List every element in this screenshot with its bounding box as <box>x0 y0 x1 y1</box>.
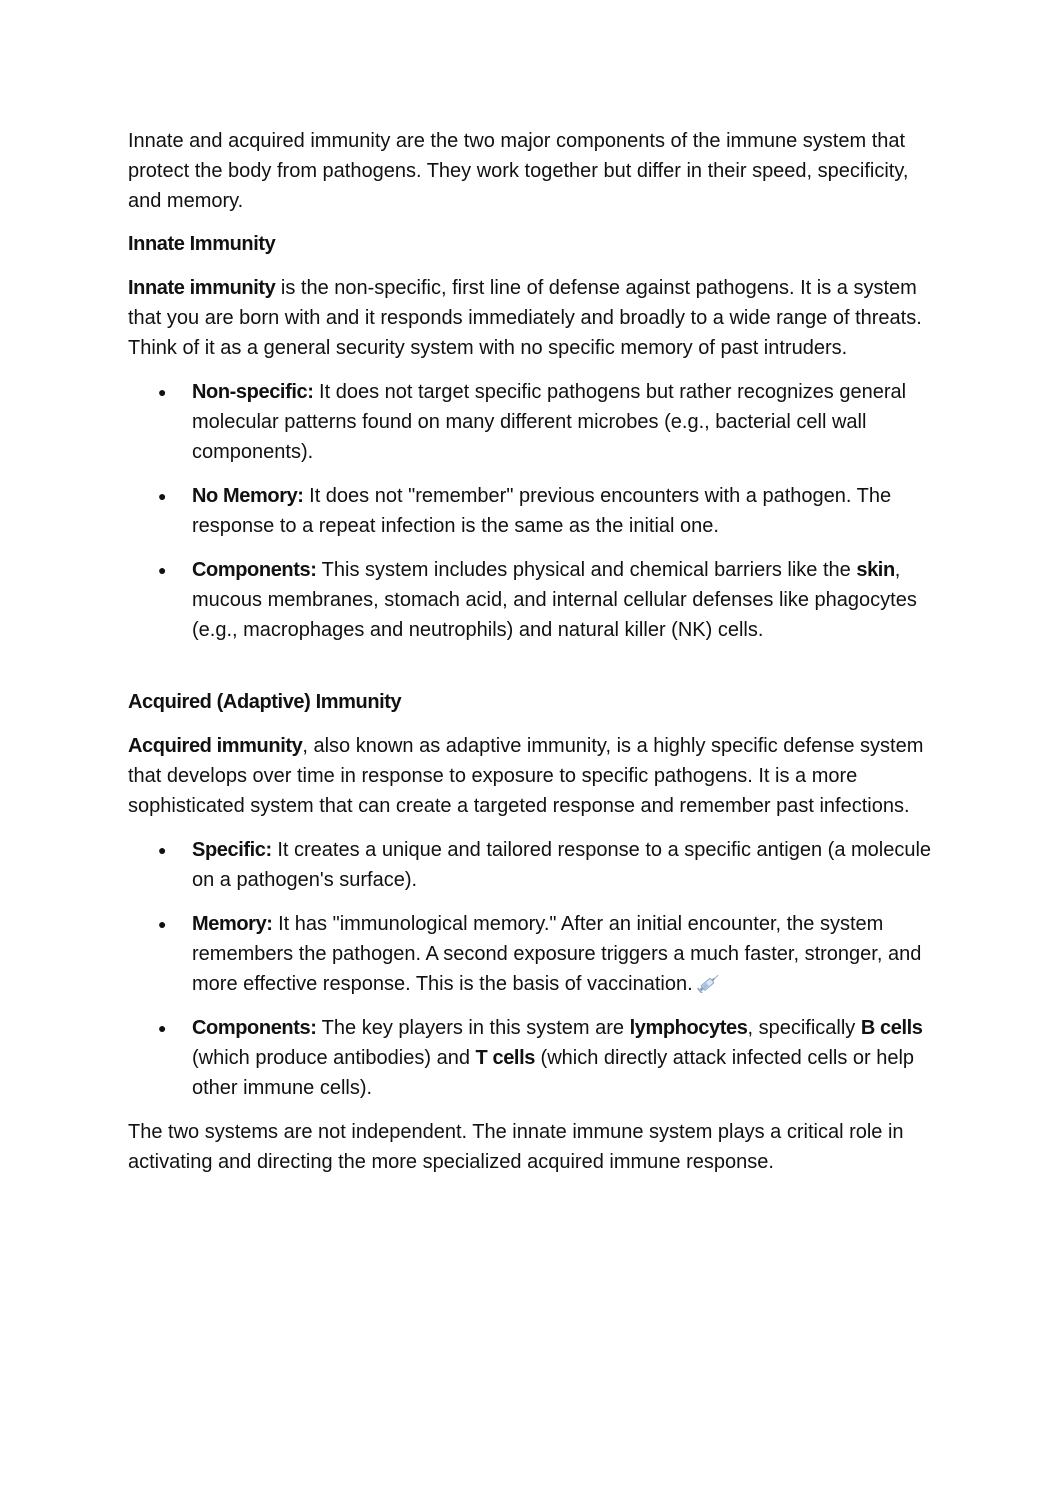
innate-definition-text: is the non-specific, first line of defense against pathogens. It is a system that you are born with and it responds immediately and broadly to a wide range of threats. Think of it as a general security system with no specific memory of past intruders. <box>128 277 922 359</box>
bullet-text: It does not target specific pathogens but rather recognizes general molecular patterns found on many different microbes (e.g., bacterial cell wall components). <box>192 381 907 463</box>
bullet-icon: ● <box>158 1020 167 1036</box>
bold-term: skin <box>856 559 895 581</box>
bullet-text: It has "immunological memory." After an initial encounter, the system remembers the pathogen. A second exposure triggers a much faster, stronger, and more effective response. This is the basis of vaccination. <box>192 913 922 995</box>
bullet-icon: ● <box>158 562 167 578</box>
bullet-text: It creates a unique and tailored response to a specific antigen (a molecule on a pathogen's surface). <box>192 839 932 891</box>
bullet-icon: ● <box>158 488 167 504</box>
innate-term: Innate immunity <box>128 277 276 299</box>
bold-term: lymphocytes <box>629 1017 748 1039</box>
bullet-text: (which produce antibodies) and <box>192 1047 476 1069</box>
list-item <box>128 377 933 467</box>
innate-bullet-list <box>128 377 933 645</box>
bullet-icon: ● <box>158 916 167 932</box>
acquired-term: Acquired immunity <box>128 735 303 757</box>
closing-paragraph: The two systems are not independent. The innate immune system plays a critical role in activating and directing the more specialized acquired immune response. <box>128 1121 904 1173</box>
bold-term: T cells <box>475 1047 535 1069</box>
bullet-text: , mucous membranes, stomach acid, and internal cellular defenses like phagocytes (e.g., macrophages and neutrophils) and natural killer (NK) cells. <box>192 559 917 641</box>
intro-paragraph: Innate and acquired immunity are the two major components of the immune system that protect the body from pathogens. They work together but differ in their speed, specificity, and memory. <box>128 130 909 212</box>
document-page <box>128 126 933 1177</box>
bullet-label: Memory: <box>192 913 273 935</box>
section-heading-innate: Innate Immunity <box>128 233 276 255</box>
bullet-label: No Memory: <box>192 485 304 507</box>
list-item <box>128 835 933 895</box>
bullet-label: Components: <box>192 559 317 581</box>
bullet-text: It does not "remember" previous encounters with a pathogen. The response to a repeat infection is the same as the initial one. <box>192 485 892 537</box>
bullet-label: Non-specific: <box>192 381 314 403</box>
bullet-text: The key players in this system are <box>316 1017 630 1039</box>
bullet-icon: ● <box>158 384 167 400</box>
bullet-label: Components: <box>192 1017 317 1039</box>
section-heading-acquired: Acquired (Adaptive) Immunity <box>128 691 402 713</box>
acquired-definition-text: , also known as adaptive immunity, is a highly specific defense system that develops over time in response to exposure to specific pathogens. It is a more sophisticated system that can create a targeted response and remember past infections. <box>128 735 924 817</box>
bullet-icon: ● <box>158 842 167 858</box>
list-item <box>128 555 933 645</box>
list-item <box>128 909 933 999</box>
bullet-text: (which directly attack infected cells or help other immune cells). <box>192 1047 915 1099</box>
bold-term: B cells <box>860 1017 923 1039</box>
acquired-definition-paragraph <box>128 731 933 821</box>
list-item <box>128 1013 933 1103</box>
bullet-label: Specific: <box>192 839 272 861</box>
bullet-text: , specifically <box>747 1017 861 1039</box>
syringe-icon <box>697 972 721 992</box>
bullet-text: This system includes physical and chemical barriers like the <box>316 559 857 581</box>
acquired-bullet-list <box>128 835 933 1103</box>
innate-definition-paragraph <box>128 273 933 363</box>
list-item <box>128 481 933 541</box>
